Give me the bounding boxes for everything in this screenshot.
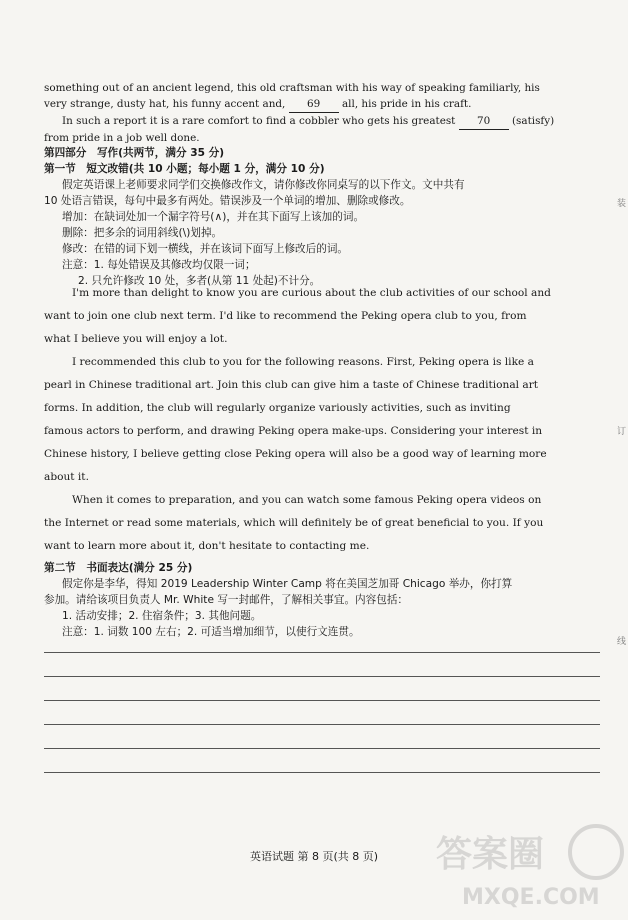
essay-line: famous actors to perform, and drawing Peking opera make-ups. Considering your interest in (44, 425, 543, 437)
essay-line: want to learn more about it, don't hesitate to contacting me. (44, 540, 370, 552)
writing-line[interactable] (44, 772, 600, 773)
intro-line-2-text: very strange, dusty hat, his funny accent and, (44, 98, 286, 110)
section2-title: 第二节 书面表达(满分 25 分) (44, 562, 193, 574)
binding-mark: 线 (616, 637, 626, 647)
writing-line[interactable] (44, 652, 600, 653)
watermark-logo (428, 818, 628, 914)
section2-instructions (44, 560, 600, 640)
intro-line-3 (44, 113, 600, 130)
blank-69: 69 (289, 96, 339, 113)
section2-line-2: 参加。请给该项目负责人 Mr. White 写一封邮件，了解相关事宜。内容包括： (44, 594, 409, 606)
essay-line: want to join one club next term. I'd like to recommend the Peking opera club to you, from (44, 310, 527, 322)
essay-line: pearl in Chinese traditional art. Join this club can give him a taste of Chinese traditional art (44, 379, 539, 391)
page-footer: 英语试题 第 8 页(共 8 页) (249, 850, 379, 863)
essay-line: I'm more than delight to know you are curious about the club activities of our school and (72, 287, 551, 299)
intro-line-1: something out of an ancient legend, this old craftsman with his way of speaking familiarly, his (44, 82, 540, 94)
essay-line: forms. In addition, the club will regularly organize variously activities, such as inviting (44, 402, 511, 414)
essay-line: When it comes to preparation, and you can watch some famous Peking opera videos on (72, 494, 542, 506)
section1-title: 第一节 短文改错(共 10 小题；每小题 1 分，满分 10 分) (44, 163, 325, 175)
note-1: 注意：1. 每处错误及其修改均仅限一词； (62, 259, 256, 271)
essay-line: Chinese history, I believe getting close Peking opera will also be a good way of learning more (44, 448, 547, 460)
writing-line[interactable] (44, 748, 600, 749)
essay-line: what I believe you will enjoy a lot. (44, 333, 228, 345)
writing-line[interactable] (44, 676, 600, 677)
rule-modify: 修改：在错的词下划一横线，并在该词下面写上修改后的词。 (62, 243, 349, 255)
essay-line: I recommended this club to you for the following reasons. First, Peking opera is like a (72, 356, 534, 368)
note-2: 2. 只允许修改 10 处，多者(从第 11 处起)不计分。 (78, 275, 321, 287)
binding-mark: 装 (616, 199, 626, 209)
intro-line-4: from pride in a job well done. (44, 132, 200, 144)
watermark-url: MXQE.COM (462, 885, 600, 910)
instruction-line-1: 假定英语课上老师要求同学们交换修改作文，请你修改你同桌写的以下作文。文中共有 (62, 179, 465, 191)
intro-line-3-text: In such a report it is a rare comfort to find a cobbler who gets his greatest (62, 115, 456, 127)
intro-line-2-tail: all, his pride in his craft. (341, 98, 472, 110)
section2-line-3: 1. 活动安排；2. 住宿条件；3. 其他问题。 (62, 610, 262, 622)
essay-line: about it. (44, 471, 89, 483)
writing-line[interactable] (44, 724, 600, 725)
rule-add: 增加：在缺词处加一个漏字符号(∧)，并在其下面写上该加的词。 (62, 211, 365, 223)
essay-line: the Internet or read some materials, which will definitely be of great beneficial to you. If you (44, 517, 544, 529)
part4-title: 第四部分 写作(共两节，满分 35 分) (44, 147, 225, 159)
rule-delete: 删除：把多余的词用斜线(\)划掉。 (62, 227, 223, 239)
section2-line-4: 注意：1. 词数 100 左右；2. 可适当增加细节，以使行文连贯。 (62, 626, 360, 638)
part4-instructions (44, 145, 600, 289)
intro-line-3-hint: (satisfy) (511, 115, 555, 127)
intro-line-2 (44, 96, 600, 113)
blank-70: 70 (459, 113, 509, 130)
essay-passage (44, 282, 600, 558)
instruction-line-2: 10 处语言错误，每句中最多有两处。错误涉及一个单词的增加、删除或修改。 (44, 195, 411, 207)
binding-mark: 订 (616, 427, 626, 437)
intro-passage (44, 80, 600, 146)
watermark-title: 答案圈 (436, 834, 545, 875)
writing-line[interactable] (44, 700, 600, 701)
section2-line-1: 假定你是李华，得知 2019 Leadership Winter Camp 将在美国芝加哥 Chicago 举办，你打算 (62, 578, 513, 590)
